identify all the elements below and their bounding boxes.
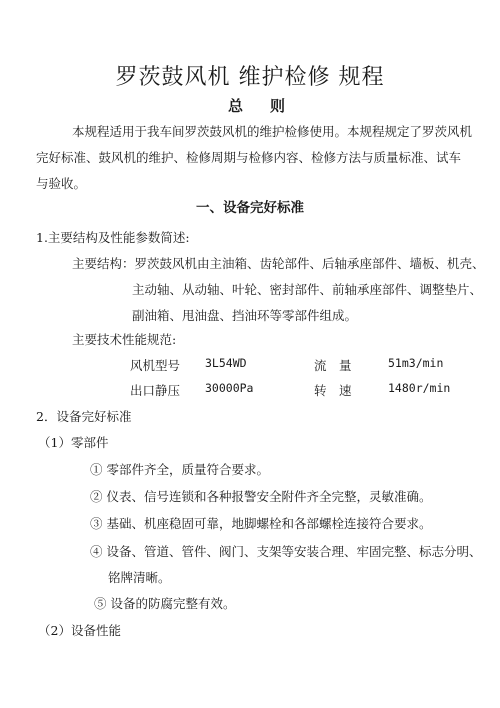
intro-line-1: 本规程适用于我车间罗茨鼓风机的维护检修使用。本规程规定了罗茨风机	[72, 124, 473, 139]
list-item: ① 零部件齐全，质量符合要求。	[90, 462, 269, 477]
spec-label: 风机型号	[130, 358, 181, 373]
structure-line-1: 主要结构：罗茨鼓风机由主油箱、齿轮部件、后轴承座部件、墙板、机壳、	[72, 256, 485, 271]
general-heading-char-2: 则	[270, 97, 286, 115]
list-item: ⑤ 设备的防腐完整有效。	[94, 596, 236, 611]
general-heading-char-1: 总	[228, 97, 244, 115]
list-item-continuation: 铭牌清晰。	[108, 570, 171, 585]
spec-label: 流 量	[314, 358, 352, 373]
structure-line-3: 副油箱、甩油盘、挡油环等零部件组成。	[132, 308, 358, 323]
intro-line-2: 完好标准、鼓风机的维护、检修周期与检修内容、检修方法与质量标准、试车	[36, 150, 462, 165]
spec-value: 30000Pa	[205, 381, 254, 395]
spec-heading: 主要技术性能规范:	[72, 332, 177, 347]
list-item: ④ 设备、管道、管件、阀门、支架等安装合理、牢固完整、标志分明、	[90, 544, 482, 559]
spec-value: 1480r/min	[388, 381, 451, 395]
spec-value: 3L54WD	[205, 356, 247, 370]
document-title: 罗茨鼓风机 维护检修 规程	[115, 65, 385, 90]
item-heading: 1.主要结构及性能参数简述:	[36, 230, 190, 245]
section-heading: 一、设备完好标准	[196, 200, 304, 216]
subsection-heading: （2）设备性能	[38, 623, 121, 638]
item-heading: 2．设备完好标准	[36, 409, 132, 424]
spec-label: 转 速	[314, 383, 352, 398]
intro-line-3: 与验收。	[36, 176, 87, 191]
spec-value: 51m3/min	[388, 356, 444, 370]
spec-label: 出口静压	[130, 383, 181, 398]
structure-line-2: 主动轴、从动轴、叶轮、密封部件、前轴承座部件、调整垫片、	[132, 282, 483, 297]
list-item: ② 仪表、信号连锁和各种报警安全附件齐全完整，灵敏准确。	[90, 489, 432, 504]
list-item: ③ 基础、机座稳固可靠，地脚螺栓和各部螺栓连接符合要求。	[90, 516, 432, 531]
subsection-heading: （1）零部件	[38, 435, 109, 450]
